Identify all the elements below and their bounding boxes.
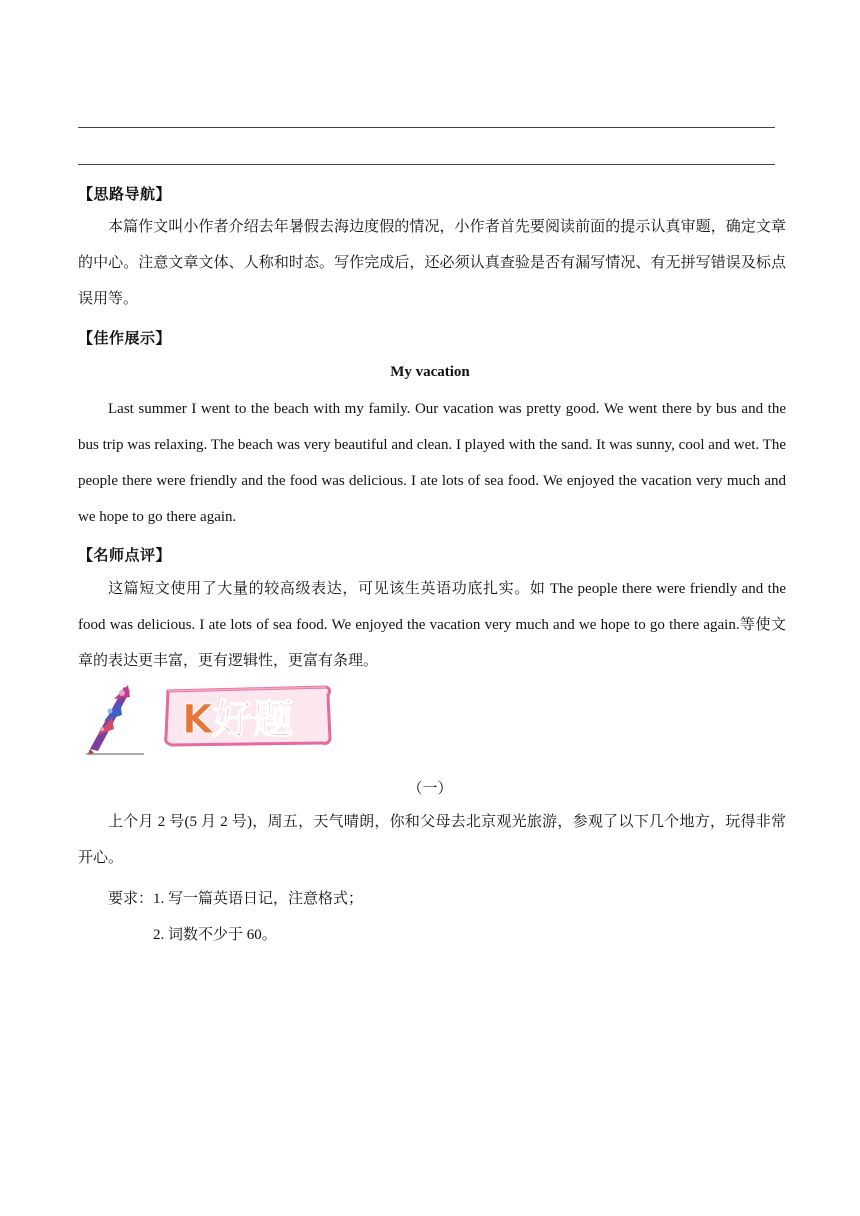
sample-title: My vacation	[390, 364, 470, 380]
exercise-prompt: 上个月 2 号(5 月 2 号)，周五，天气晴朗，你和父母去北京观光旅游，参观了以下几个地方，玩得非常开心。	[78, 814, 786, 866]
sample-text: Last summer I went to the beach with my family. Our vacation was pretty good. We went there by bus and the bus trip was relaxing. The beach was very beautiful and clean. I played with the sand. It was sunny, cool and wet. The people there were friendly and the food was delicious. I ate lots of sea food. We enjoyed the vacation very much and we hope to go there again.	[78, 401, 786, 525]
exercise-number: （一）	[407, 781, 453, 797]
review-text: 这篇短文使用了大量的较高级表达，可见该生英语功底扎实。如 The people there were friendly and the food was delicious. I ate lots of sea food. We enjoyed the vacation very much and we hope to go there again.等使文章的表达更丰富，更有逻辑性，更富有条理。	[78, 581, 786, 669]
guide-text: 本篇作文叫小作者介绍去年暑假去海边度假的情况，小作者首先要阅读前面的提示认真审题，确定文章的中心。注意文章文体、人称和时态。写作完成后，还必须认真查验是否有漏写情况、有无拼写错误及标点误用等。	[78, 219, 786, 307]
requirement-label: 要求：	[108, 891, 154, 907]
sample-heading: 【佳作展示】	[78, 331, 172, 347]
answer-line-2	[78, 164, 775, 165]
quill-pen-icon	[86, 685, 144, 754]
requirement-2: 2. 词数不少于 60。	[153, 927, 277, 943]
banner-logo-text: K好题	[182, 697, 293, 743]
review-heading: 【名师点评】	[78, 548, 172, 564]
requirement-1: 1. 写一篇英语日记，注意格式；	[153, 891, 364, 907]
answer-line-1	[78, 127, 775, 128]
guide-heading: 【思路导航】	[78, 187, 172, 203]
k-haoti-banner	[84, 681, 344, 755]
